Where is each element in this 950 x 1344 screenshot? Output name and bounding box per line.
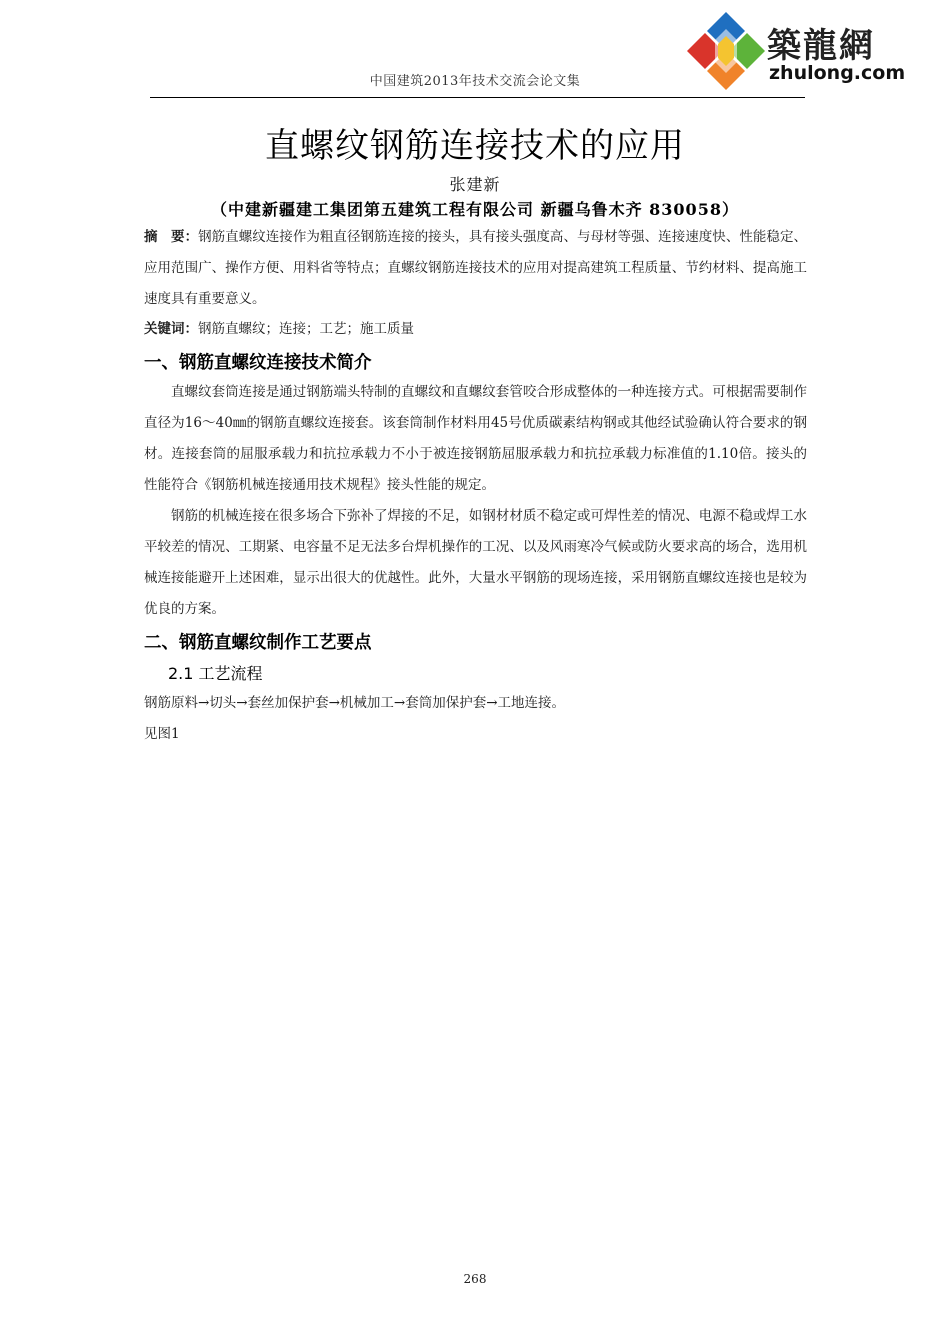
page-number: 268 bbox=[463, 1272, 487, 1286]
logo-english-wordmark: zhulong.com bbox=[769, 62, 906, 84]
abstract-label: 摘 要： bbox=[144, 229, 199, 245]
pinwheel-logo-icon bbox=[685, 10, 767, 92]
author-affiliation: （中建新疆建工集团第五建筑工程有限公司 新疆乌鲁木齐 830058） bbox=[211, 200, 739, 219]
figure-reference: 见图1 bbox=[144, 726, 180, 742]
keywords-text: 钢筋直螺纹；连接；工艺；施工质量 bbox=[198, 321, 414, 337]
running-head: 中国建筑2013年技术交流会论文集 bbox=[369, 74, 581, 89]
subsection-heading: 2.1 工艺流程 bbox=[168, 664, 263, 683]
abstract bbox=[144, 222, 807, 315]
logo-chinese-wordmark: 築龍網 bbox=[767, 26, 875, 66]
section-heading: 一、钢筋直螺纹连接技术简介 bbox=[144, 353, 372, 373]
keywords-label: 关键词： bbox=[144, 321, 198, 337]
paper-title: 直螺纹钢筋连接技术的应用 bbox=[265, 126, 685, 166]
section-heading: 二、钢筋直螺纹制作工艺要点 bbox=[144, 633, 372, 653]
body-paragraph: 直螺纹套筒连接是通过钢筋端头特制的直螺纹和直螺纹套管咬合形成整体的一种连接方式。可根据需要制作直径为16～40㎜的钢筋直螺纹连接套。该套筒制作材料用45号优质碳素结构钢或其他经试验确认符合要求的钢材。连接套筒的屈服承载力和抗拉承载力不小于被连接钢筋屈服承载力和抗拉承载力标准值的1.10倍。接头的性能符合《钢筋机械连接通用技术规程》接头性能的规定。 bbox=[144, 384, 807, 493]
abstract-text: 钢筋直螺纹连接作为粗直径钢筋连接的接头，具有接头强度高、与母材等强、连接速度快、性能稳定、应用范围广、操作方便、用料省等特点；直螺纹钢筋连接技术的应用对提高建筑工程质量、节约材料、提高施工速度具有重要意义。 bbox=[144, 229, 807, 307]
keywords bbox=[144, 314, 807, 345]
body-paragraph: 钢筋的机械连接在很多场合下弥补了焊接的不足，如钢材材质不稳定或可焊性差的情况、电源不稳或焊工水平较差的情况、工期紧、电容量不足无法多台焊机操作的工况、以及风雨寒冷气候或防火要求高的场合，选用机械连接能避开上述困难，显示出很大的优越性。此外，大量水平钢筋的现场连接，采用钢筋直螺纹连接也是较为优良的方案。 bbox=[144, 508, 807, 617]
author-name: 张建新 bbox=[449, 175, 501, 194]
zhulong-logo bbox=[685, 10, 910, 95]
header-rule bbox=[150, 97, 805, 98]
process-flow: 钢筋原料→切头→套丝加保护套→机械加工→套筒加保护套→工地连接。 bbox=[144, 695, 566, 711]
